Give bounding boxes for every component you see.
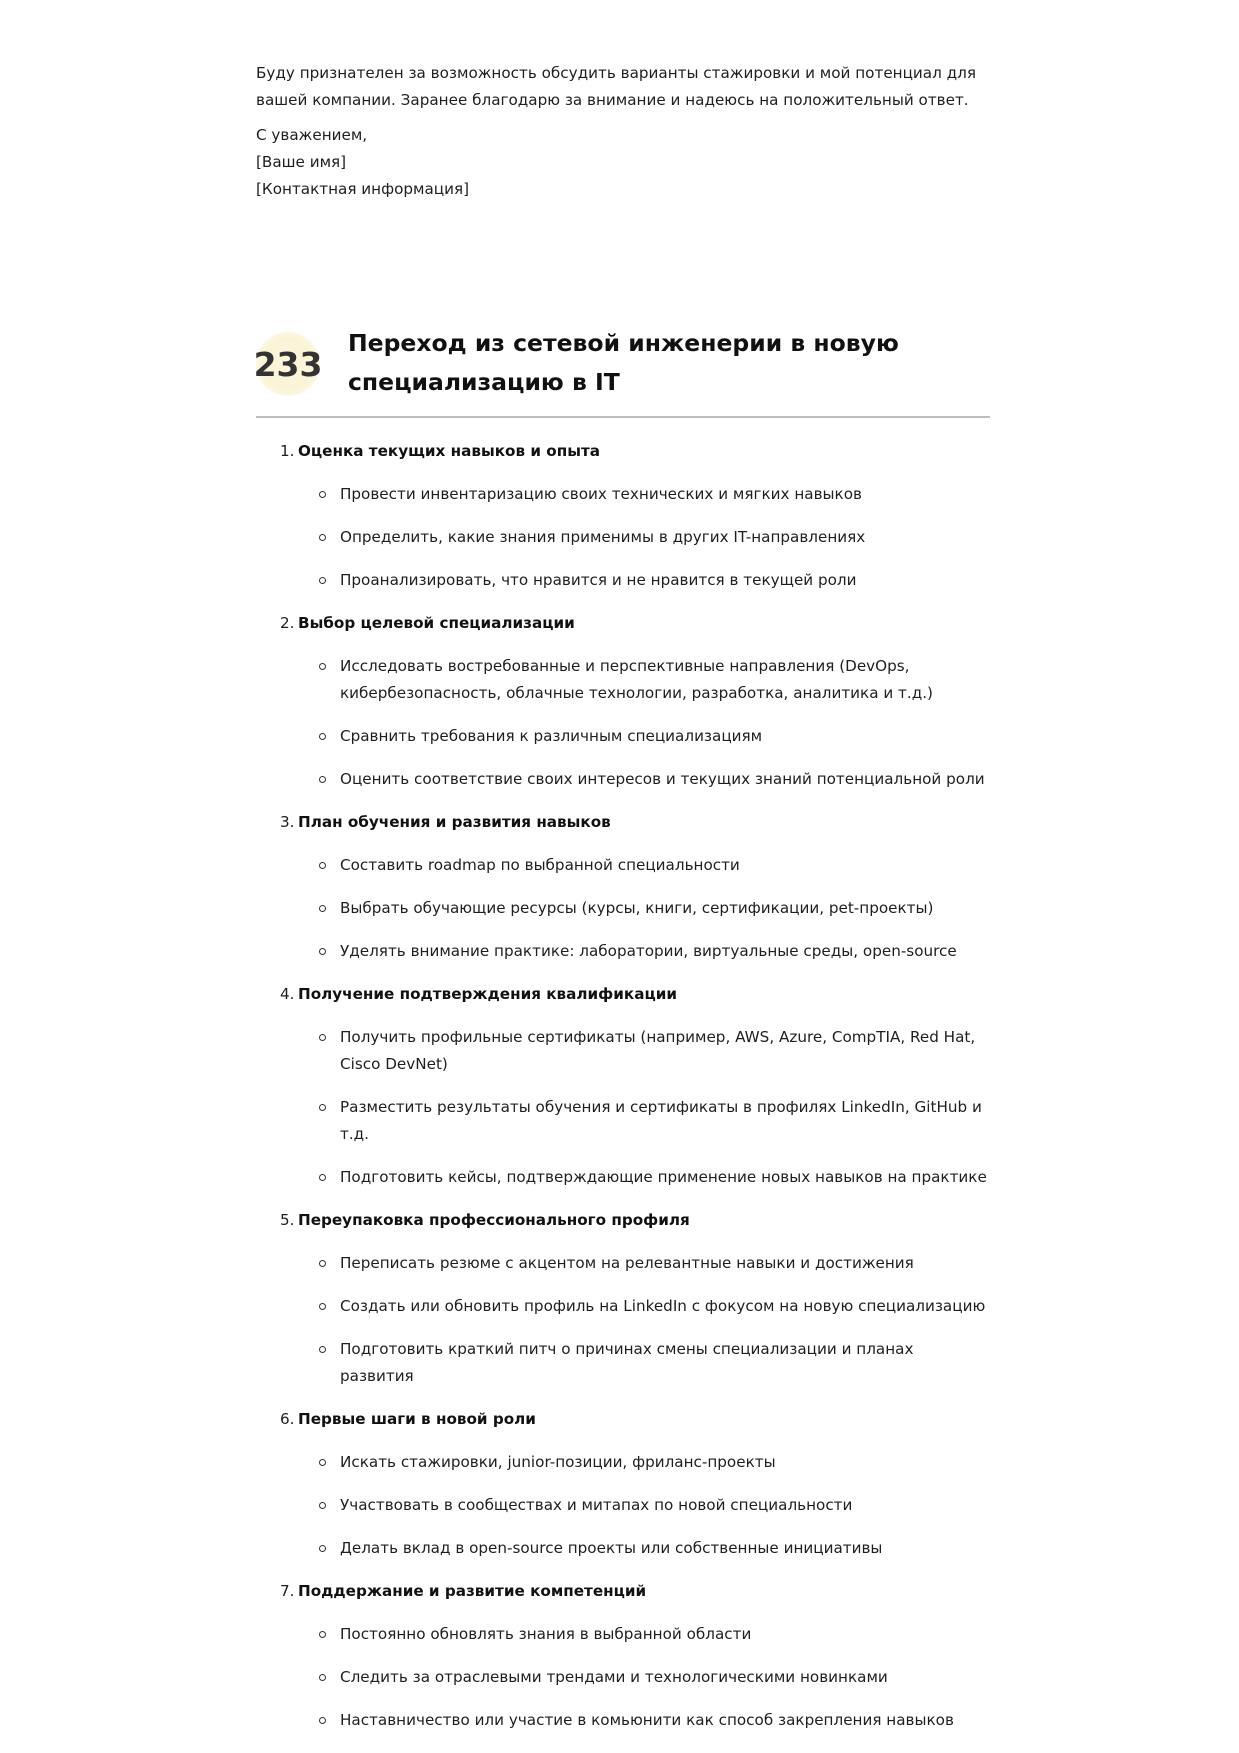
step-subitems [256, 1449, 990, 1562]
step-number: 7. [280, 1582, 295, 1600]
section-title-line-1: Переход из сетевой инженерии в новую [348, 329, 899, 357]
list-item-text: Делать вклад в open-source проекты или собственные инициативы [340, 1539, 883, 1557]
circle-bullet-icon [319, 1104, 326, 1111]
step-title: Получение подтверждения квалификации [298, 985, 677, 1003]
list-item [256, 1492, 990, 1519]
list-item [256, 1250, 990, 1277]
list-item-text: Оценить соответствие своих интересов и текущих знаний потенциальной роли [340, 770, 985, 788]
list-item [256, 1024, 990, 1078]
circle-bullet-icon [319, 1674, 326, 1681]
list-item-text: Уделять внимание практике: лаборатории, виртуальные среды, open-source [340, 942, 957, 960]
step-title: Поддержание и развитие компетенций [298, 1582, 647, 1600]
contact-placeholder: [Контактная информация] [256, 180, 470, 198]
step-heading [256, 610, 990, 637]
list-item [256, 1707, 990, 1734]
list-item-text: Проанализировать, что нравится и не нравится в текущей роли [340, 571, 857, 589]
circle-bullet-icon [319, 491, 326, 498]
list-item-text: Создать или обновить профиль на LinkedIn с фокусом на новую специализацию [340, 1297, 986, 1315]
list-item-text: Подготовить краткий питч о причинах смены специализации и планах развития [340, 1340, 914, 1385]
list-item-text: Провести инвентаризацию своих технических и мягких навыков [340, 485, 862, 503]
step-item [256, 809, 990, 965]
list-item [256, 723, 990, 750]
step-number: 6. [280, 1410, 295, 1428]
list-item [256, 938, 990, 965]
list-item-text: Искать стажировки, junior-позиции, фриланс-проекты [340, 1453, 776, 1471]
list-item-text: Подготовить кейсы, подтверждающие применение новых навыков на практике [340, 1168, 987, 1186]
step-item [256, 1578, 990, 1734]
step-item [256, 1406, 990, 1562]
list-item-text: Участвовать в сообществах и митапах по новой специальности [340, 1496, 853, 1514]
step-item [256, 1207, 990, 1390]
step-subitems [256, 852, 990, 965]
list-item [256, 1664, 990, 1691]
step-title: Выбор целевой специализации [298, 614, 575, 632]
step-number: 1. [280, 442, 295, 460]
step-heading [256, 438, 990, 465]
list-item [256, 481, 990, 508]
step-heading [256, 981, 990, 1008]
circle-bullet-icon [319, 733, 326, 740]
step-title: Переупаковка профессионального профиля [298, 1211, 690, 1229]
letter-closing-block [256, 60, 990, 203]
list-item [256, 1449, 990, 1476]
paragraph-line-1: Буду признателен за возможность обсудить варианты стажировки и мой потенциал для [256, 64, 976, 82]
step-number: 2. [280, 614, 295, 632]
steps-list [256, 438, 990, 1734]
step-title: Оценка текущих навыков и опыта [298, 442, 600, 460]
step-heading [256, 1406, 990, 1433]
document-page [253, 60, 990, 1729]
circle-bullet-icon [319, 776, 326, 783]
list-item [256, 567, 990, 594]
list-item [256, 1336, 990, 1390]
name-placeholder: [Ваше имя] [256, 153, 347, 171]
list-item [256, 1094, 990, 1148]
list-item-text: Сравнить требования к различным специализациям [340, 727, 763, 745]
list-item [256, 766, 990, 793]
list-item-text: Получить профильные сертификаты (например, AWS, Azure, CompTIA, Red Hat, Cisco DevNet) [340, 1028, 976, 1073]
step-heading [256, 1578, 990, 1605]
list-item [256, 895, 990, 922]
list-item-text: Переписать резюме с акцентом на релевантные навыки и достижения [340, 1254, 914, 1272]
circle-bullet-icon [319, 534, 326, 541]
step-item [256, 610, 990, 793]
list-item-text: Определить, какие знания применимы в других IT-направлениях [340, 528, 866, 546]
step-title: Первые шаги в новой роли [298, 1410, 536, 1428]
circle-bullet-icon [319, 905, 326, 912]
section-header [253, 329, 990, 418]
step-item [256, 438, 990, 594]
circle-bullet-icon [319, 1260, 326, 1267]
step-number: 4. [280, 985, 295, 1003]
closing-paragraph [256, 60, 990, 114]
list-item [256, 852, 990, 879]
list-item [256, 1293, 990, 1320]
step-number: 3. [280, 813, 295, 831]
circle-bullet-icon [319, 1459, 326, 1466]
circle-bullet-icon [319, 577, 326, 584]
step-heading [256, 1207, 990, 1234]
step-subitems [256, 653, 990, 793]
list-item-text: Исследовать востребованные и перспективные направления (DevOps, кибербезопасность, облачные технологии, разработка, аналитика и т.д.) [340, 657, 933, 702]
circle-bullet-icon [319, 1717, 326, 1724]
list-item-text: Выбрать обучающие ресурсы (курсы, книги, сертификации, pet-проекты) [340, 899, 934, 917]
list-item-text: Постоянно обновлять знания в выбранной области [340, 1625, 752, 1643]
circle-bullet-icon [319, 1631, 326, 1638]
circle-bullet-icon [319, 1545, 326, 1552]
section-title-line-2: специализацию в IT [348, 368, 620, 396]
list-item [256, 524, 990, 551]
step-subitems [256, 1250, 990, 1390]
step-item [256, 981, 990, 1191]
circle-bullet-icon [319, 1502, 326, 1509]
section-number-badge: 233 [256, 332, 320, 396]
circle-bullet-icon [319, 862, 326, 869]
list-item [256, 653, 990, 707]
circle-bullet-icon [319, 948, 326, 955]
list-item-text: Разместить результаты обучения и сертификаты в профилях LinkedIn, GitHub и т.д. [340, 1098, 982, 1143]
list-item [256, 1535, 990, 1562]
step-subitems [256, 1024, 990, 1191]
circle-bullet-icon [319, 663, 326, 670]
list-item-text: Наставничество или участие в комьюнити как способ закрепления навыков [340, 1711, 954, 1729]
list-item [256, 1621, 990, 1648]
section-title [348, 324, 968, 402]
circle-bullet-icon [319, 1174, 326, 1181]
circle-bullet-icon [319, 1346, 326, 1353]
step-subitems [256, 1621, 990, 1734]
circle-bullet-icon [319, 1303, 326, 1310]
circle-bullet-icon [319, 1034, 326, 1041]
list-item-text: Составить roadmap по выбранной специальности [340, 856, 740, 874]
step-number: 5. [280, 1211, 295, 1229]
list-item [256, 1164, 990, 1191]
step-subitems [256, 481, 990, 594]
closing-salutation: С уважением, [256, 126, 368, 144]
paragraph-line-2: вашей компании. Заранее благодарю за внимание и надеюсь на положительный ответ. [256, 91, 969, 109]
step-heading [256, 809, 990, 836]
list-item-text: Следить за отраслевыми трендами и технологическими новинками [340, 1668, 888, 1686]
step-title: План обучения и развития навыков [298, 813, 611, 831]
